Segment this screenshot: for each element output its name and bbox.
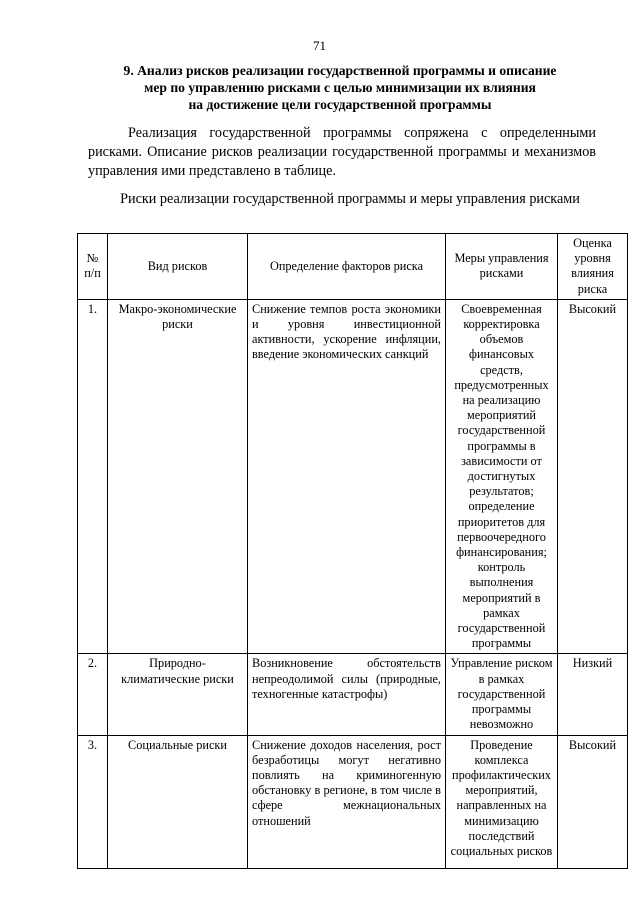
header-measures: Меры управления рисками bbox=[446, 234, 558, 300]
cell-risk-measures: Своевременная корректировка объемов финансовых средств, предусмотренных на реализацию мероприятий государственной программы в зависимости от достигнутых результатов; определение приоритетов для первоочередного финансирования; контроль выполнения мероприятий в рамках государственной программы bbox=[446, 299, 558, 654]
cell-num: 1. bbox=[78, 299, 108, 654]
risks-table bbox=[77, 233, 628, 869]
section-title-line-3: на достижение цели государственной программы bbox=[188, 97, 492, 112]
header-num: № п/п bbox=[78, 234, 108, 300]
cell-risk-factors: Снижение темпов роста экономики и уровня инвестиционной активности, ускорение инфляции, введение экономических санкций bbox=[248, 299, 446, 654]
table-row bbox=[78, 299, 628, 654]
cell-risk-type: Природно-климатические риски bbox=[108, 654, 248, 735]
cell-risk-measures: Проведение комплекса профилактических мероприятий, направленных на минимизацию последствий социальных рисков bbox=[446, 735, 558, 868]
section-title-line-1: 9. Анализ рисков реализации государственной программы и описание bbox=[123, 63, 557, 78]
section-title bbox=[80, 62, 600, 113]
cell-risk-factors: Снижение доходов населения, рост безработицы могут негативно повлиять на криминогенную обстановку в регионе, в том числе в сфере межнациональных отношений bbox=[248, 735, 446, 868]
cell-risk-level: Высокий bbox=[558, 735, 628, 868]
cell-num: 3. bbox=[78, 735, 108, 868]
page-number: 71 bbox=[313, 38, 326, 53]
section-title-line-2: мер по управлению рисками с целью минимизации их влияния bbox=[144, 80, 536, 95]
header-type: Вид рисков bbox=[108, 234, 248, 300]
cell-risk-factors: Возникновение обстоятельств непреодолимой силы (природные, техногенные катастрофы) bbox=[248, 654, 446, 735]
header-factors: Определение факторов риска bbox=[248, 234, 446, 300]
header-level: Оценка уровня влияния риска bbox=[558, 234, 628, 300]
cell-risk-measures: Управление риском в рамках государственной программы невозможно bbox=[446, 654, 558, 735]
table-caption: Риски реализации государственной программы и меры управления рисками bbox=[120, 191, 580, 207]
cell-risk-type: Макро-экономические риски bbox=[108, 299, 248, 654]
intro-paragraph: Реализация государственной программы сопряжена с определенными рисками. Описание рисков реализации государственной программы и механизмов управления ими представлено в таблице. bbox=[88, 125, 596, 179]
table-row bbox=[78, 735, 628, 868]
cell-risk-level: Высокий bbox=[558, 299, 628, 654]
cell-risk-level: Низкий bbox=[558, 654, 628, 735]
table-row bbox=[78, 654, 628, 735]
cell-num: 2. bbox=[78, 654, 108, 735]
table-header-row bbox=[78, 234, 628, 300]
cell-risk-type: Социальные риски bbox=[108, 735, 248, 868]
